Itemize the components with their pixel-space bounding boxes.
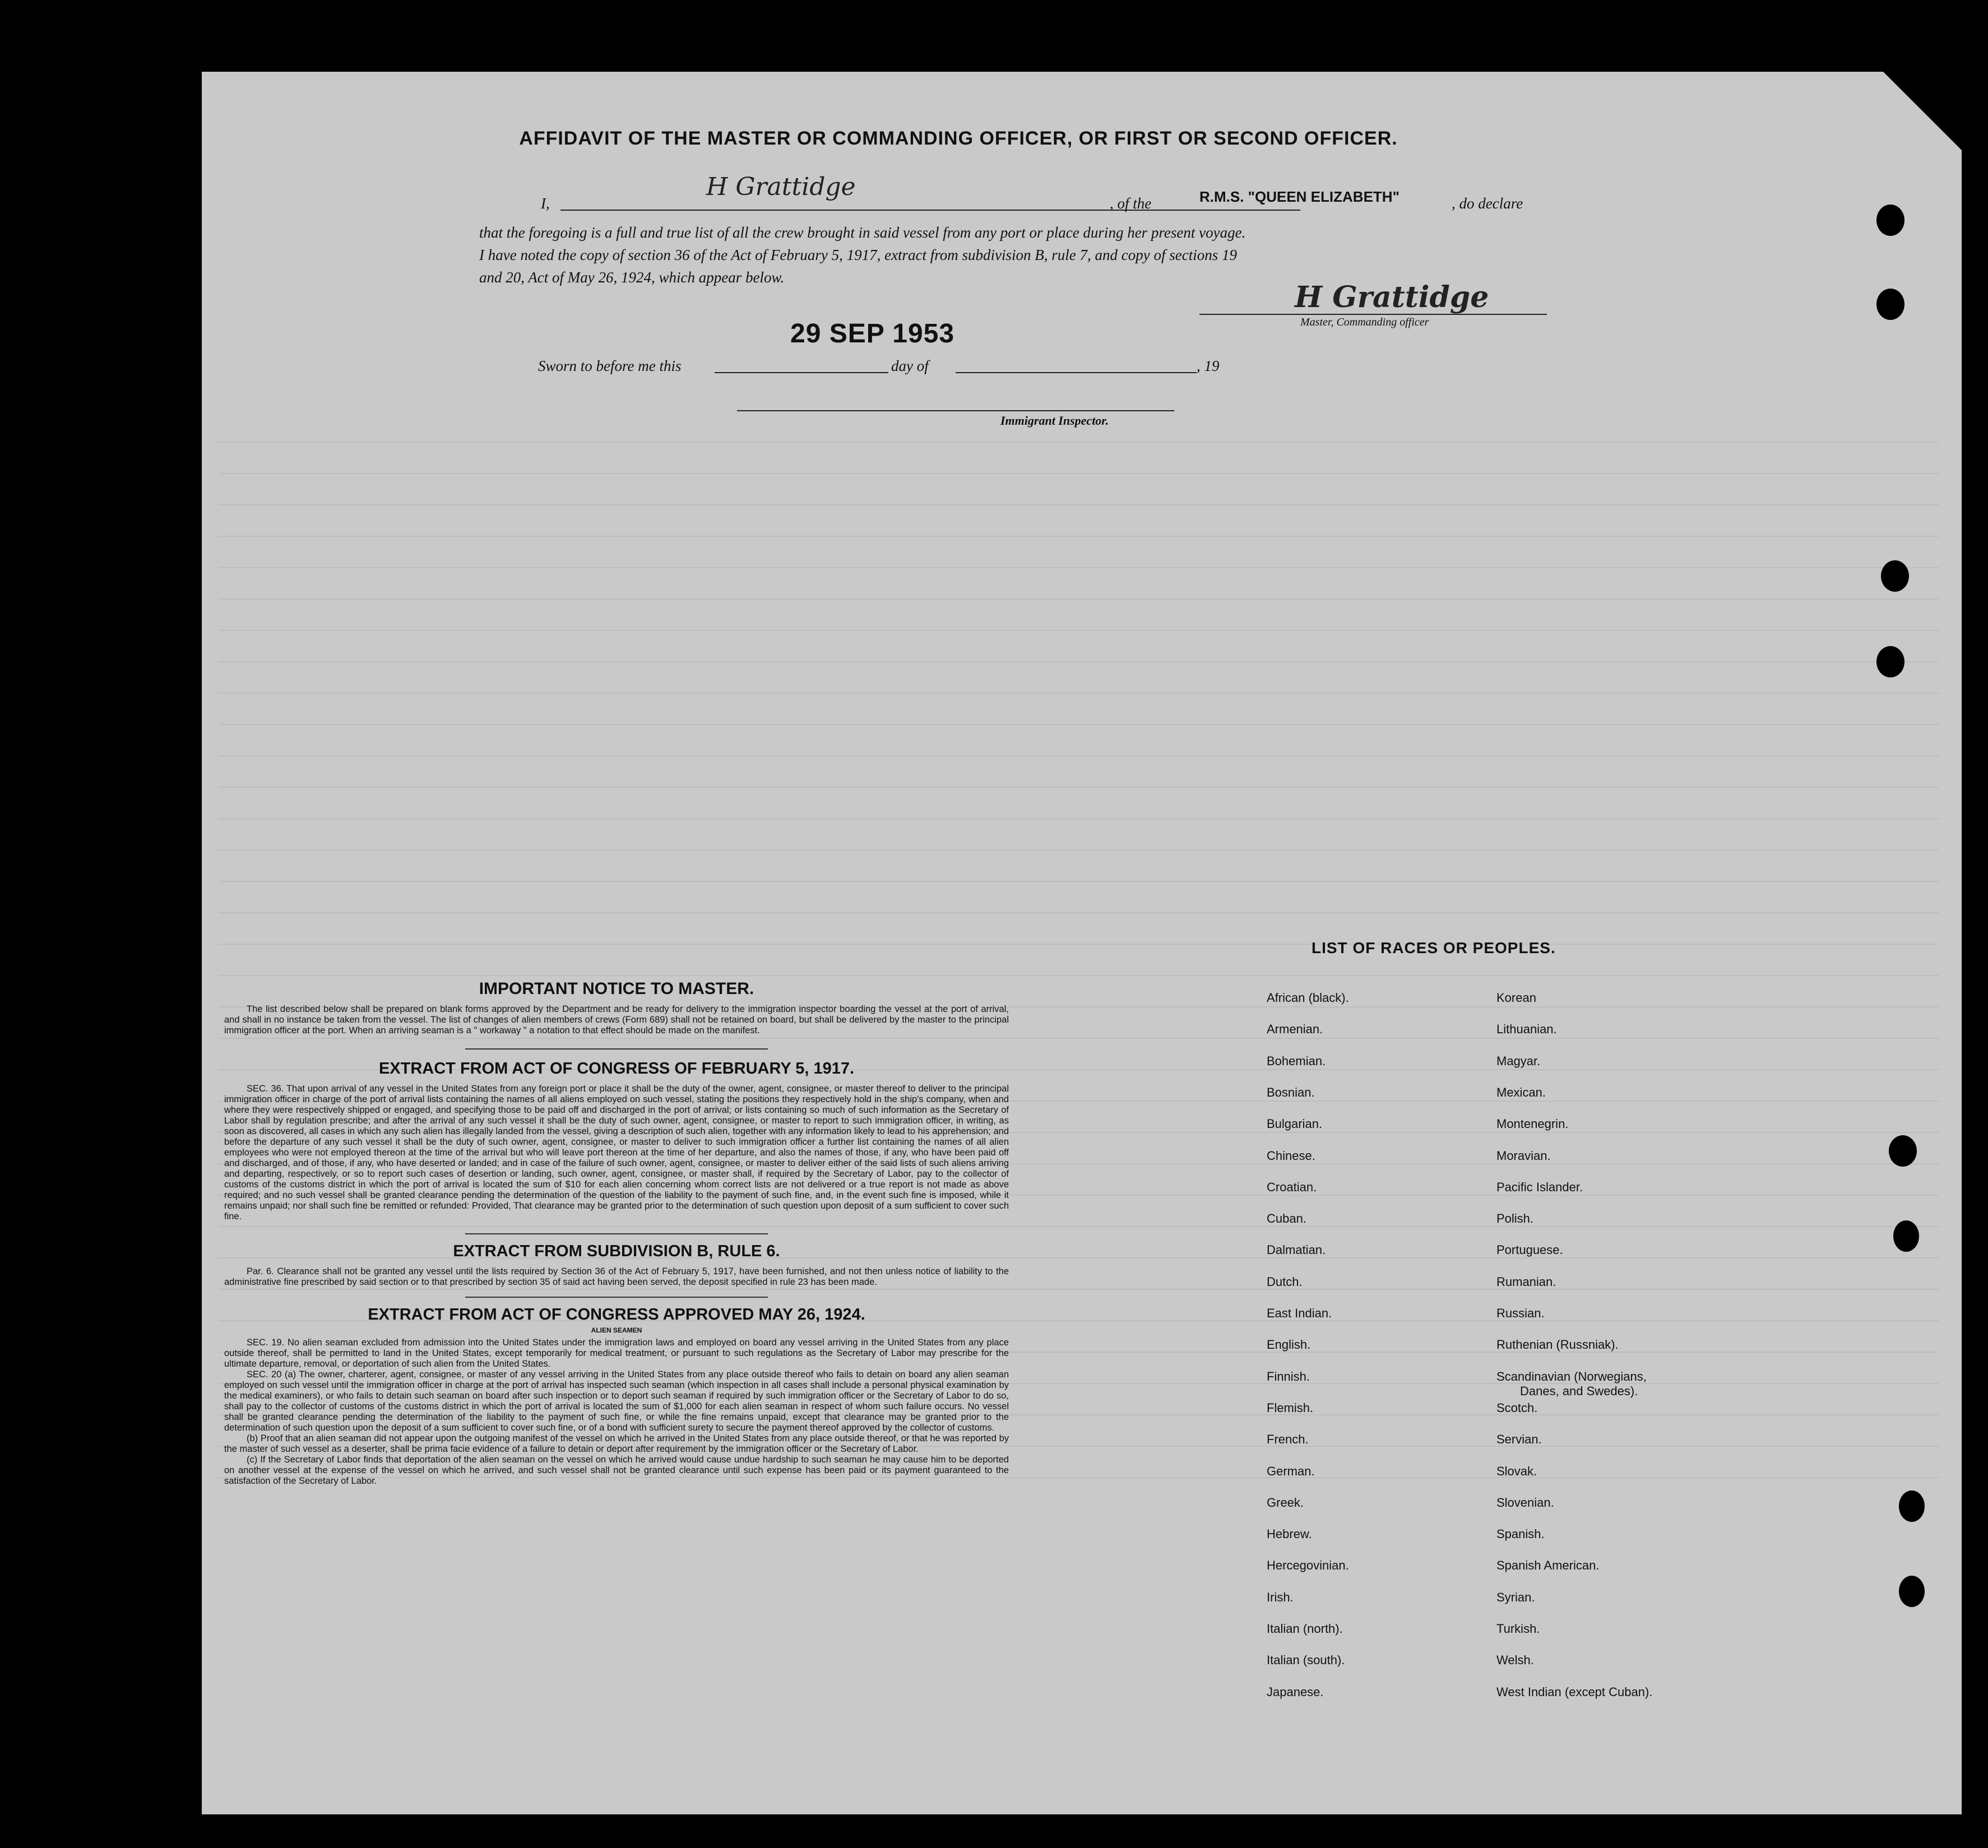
date-stamp: 29 SEP 1953	[790, 319, 955, 349]
divider	[465, 1297, 768, 1298]
race-item: Greek.	[1267, 1495, 1304, 1510]
race-item: Welsh.	[1496, 1653, 1534, 1668]
notice-section	[224, 979, 1009, 1487]
bleed-through-background	[202, 72, 1962, 1814]
name-signature: H Grattidge	[706, 173, 856, 201]
race-item: German.	[1267, 1464, 1315, 1478]
punch-hole	[1899, 1491, 1925, 1522]
race-item: Italian (south).	[1267, 1653, 1345, 1668]
notice-body: The list described below shall be prepared on blank forms approved by the Department and be ready for delivery to the immigration inspector boarding the vessel at the port of arrival, and shall in no instance be taken from the vessel. The list of changes of alien members of crews (Form 689) shall not be retained on board, but shall be delivered by the master to the principal immigration officer at the port. When an arriving seaman is a " workaway " a notation to that effect should be made on the manifest.	[224, 1004, 1009, 1036]
races-title: LIST OF RACES OR PEOPLES.	[1312, 939, 1556, 956]
race-item: West Indian (except Cuban).	[1496, 1684, 1653, 1699]
affidavit-line-3: I have noted the copy of section 36 of the Act of February 5, 1917, extract from subdivision B, rule 7, and copy of sections 19	[479, 247, 1237, 263]
name-line	[560, 210, 1300, 211]
sworn-month-line	[956, 372, 1197, 373]
race-item: Servian.	[1496, 1432, 1542, 1447]
race-item: Slovak.	[1496, 1464, 1537, 1478]
extract2-title: EXTRACT FROM SUBDIVISION B, RULE 6.	[453, 1242, 780, 1260]
race-item: Mexican.	[1496, 1085, 1546, 1099]
sworn-day-line	[715, 372, 888, 373]
race-item: Slovenian.	[1496, 1495, 1554, 1510]
race-item: Hercegovinian.	[1267, 1558, 1349, 1573]
document-page	[202, 72, 1962, 1814]
extract3-subtitle: ALIEN SEAMEN	[591, 1326, 642, 1334]
race-item: Spanish American.	[1496, 1558, 1600, 1573]
race-item: East Indian.	[1267, 1306, 1332, 1320]
race-item: Pacific Islander.	[1496, 1180, 1583, 1194]
affidavit-title: AFFIDAVIT OF THE MASTER OR COMMANDING OFFICER, OR FIRST OR SECOND OFFICER.	[519, 128, 1398, 149]
race-item: Polish.	[1496, 1211, 1534, 1226]
race-item: Ruthenian (Russniak).	[1496, 1338, 1619, 1352]
punch-hole	[1876, 289, 1904, 320]
race-item: Russian.	[1496, 1306, 1545, 1320]
race-item: Hebrew.	[1267, 1527, 1312, 1541]
extract3-sec19: SEC. 19. No alien seaman excluded from admission into the United States under the immigration laws and employed on board any vessel arriving in the United States from any place outside thereof, shall be permitted to land in the United States, except temporarily for medical treatment, or pursuant to such regulations as the Secretary of Labor may prescribe for the ultimate departure, removal, or deportation of such alien from the United States.	[224, 1338, 1009, 1369]
race-item: Spanish.	[1496, 1527, 1545, 1541]
race-item: Irish.	[1267, 1590, 1294, 1604]
vessel-stamp: R.M.S. "QUEEN ELIZABETH"	[1199, 188, 1400, 205]
race-item: Finnish.	[1267, 1369, 1310, 1383]
race-item: Bosnian.	[1267, 1085, 1315, 1099]
race-item: Flemish.	[1267, 1400, 1314, 1415]
master-signature-line	[1199, 314, 1547, 315]
race-item: Armenian.	[1267, 1022, 1323, 1037]
extract3-sec20a: SEC. 20 (a) The owner, charterer, agent, consignee, or master of any vessel arriving in the United States from any place outside thereof who fails to detain on board any alien seaman employed on such vessel until the immigration officer in charge at the port of arrival has inspected such seaman (which inspection in all cases shall include a personal physical examination by the medical examiners), or who fails to detain such seaman on board after such inspection or to deport such seaman if required by such immigration officer or the Secretary of Labor to do so, shall pay to the collector of customs of the customs district in which the port of arrival is located the sum of $1,000 for each alien seaman in respect of whom such failure occurs. No vessel shall be granted clearance pending the determination of the liability to the payment of such fine, or while the fine remains unpaid, except that clearance may be granted prior to the determination of such question upon the deposit of a sum sufficient to cover such fine, or of a bond with sufficient surety to secure the payment thereof approved by the collector of customs.	[224, 1369, 1009, 1433]
race-item: Bohemian.	[1267, 1053, 1326, 1068]
extract1-title: EXTRACT FROM ACT OF CONGRESS OF FEBRUARY 5, 1917.	[378, 1060, 855, 1078]
race-item: Italian (north).	[1267, 1622, 1343, 1636]
of-the-text: , of the	[1110, 195, 1152, 212]
extract3-b: (b) Proof that an alien seaman did not appear upon the outgoing manifest of the vessel on which he arrived in the United States from any place outside thereof, or that he was reported by the master of such vessel as a deserter, shall be prima facie evidence of a failure to detain or deport after requirement by the immigration officer or the Secretary of Labor.	[224, 1433, 1009, 1454]
race-item: African (black).	[1267, 991, 1349, 1005]
extract3-c: (c) If the Secretary of Labor finds that deportation of the alien seaman on the vessel on which he arrived would cause undue hardship to such seaman he may cause him to be deported on another vessel at the expense of the vessel on which he arrived, and such vessel shall not be granted clearance until such expense has been paid or its payment guaranteed to the satisfaction of the Secretary of Labor.	[224, 1455, 1009, 1486]
race-item: Rumanian.	[1496, 1274, 1556, 1289]
inspector-caption: Immigrant Inspector.	[1000, 414, 1109, 428]
punch-hole	[1889, 1135, 1917, 1167]
punch-hole	[1876, 646, 1904, 677]
race-item: Montenegrin.	[1496, 1117, 1569, 1131]
affidavit-line-2: that the foregoing is a full and true list of all the crew brought in said vessel from any port or place during her present voyage.	[479, 224, 1246, 241]
extract2-body: Par. 6. Clearance shall not be granted any vessel until the lists required by Section 36 of the Act of February 5, 1917, have been furnished, and not then unless notice of liability to the administrative fine prescribed by said section or to that prescribed by section 35 of said act having been served, the deposit specified in rule 23 has been made.	[224, 1266, 1009, 1287]
master-caption: Master, Commanding officer	[1300, 316, 1429, 328]
affidavit-i: I,	[541, 195, 550, 212]
race-item: Chinese.	[1267, 1148, 1315, 1163]
punch-hole	[1876, 205, 1904, 236]
race-item: Bulgarian.	[1267, 1117, 1323, 1131]
race-item-continuation: Danes, and Swedes).	[1520, 1383, 1638, 1398]
race-item: Japanese.	[1267, 1684, 1324, 1699]
race-item: Portuguese.	[1496, 1243, 1563, 1257]
race-item: Scotch.	[1496, 1400, 1538, 1415]
race-item: Dutch.	[1267, 1274, 1303, 1289]
race-item: Cuban.	[1267, 1211, 1306, 1226]
race-item: English.	[1267, 1338, 1311, 1352]
affidavit-line-4: and 20, Act of May 26, 1924, which appear below.	[479, 269, 785, 286]
race-item: Turkish.	[1496, 1622, 1540, 1636]
extract3-title: EXTRACT FROM ACT OF CONGRESS APPROVED MAY 26, 1924.	[368, 1306, 865, 1324]
extract1-body: SEC. 36. That upon arrival of any vessel in the United States from any foreign port or place it shall be the duty of the owner, agent, consignee, or master thereof to deliver to the principal immigration officer in charge of the port of arrival lists containing the names of all aliens employed on such vessel, stating the positions they respectively hold in the ship's company, when and where they were respectively shipped or engaged, and specifying those to be paid off and discharged in the port of arrival; or lists containing so much of such information as the Secretary of Labor shall by regulation prescribe; and after the arrival of any such vessel it shall be the duty of such owner, agent, consignee, or master to report to such immigration officer, in writing, as soon as discovered, all cases in which any such alien has illegally landed from the vessel, giving a description of such alien, together with any information likely to lead to his apprehension; and before the departure of any such vessel it shall be the duty of such owner, agent, consignee, or master to deliver to such immigration officer a further list containing the names of all alien employees who were not employed thereon at the time of the arrival but who will leave port thereon at the time of her departure, and also the names of those, if any, who have been paid off and discharged, and of those, if any, who have deserted or landed; and in case of the failure of such owner, agent, consignee, or master to deliver either of the said lists of such aliens arriving and departing, respectively, or so to report such cases of desertion or landing, such owner, agent, consignee, or master shall, if required by the Secretary of Labor, pay to the collector of customs of the customs district in which the port of arrival is located the sum of $10 for each alien concerning whom correct lists are not delivered or a true report is not made as above required; and no such vessel shall be granted clearance pending the determination of the question of the liability to the payment of such fine, and, in the event such fine is imposed, while it remains unpaid; nor shall such fine be remitted or refunded: Provided, That clearance may be granted prior to the determination of such question upon deposit of a sum sufficient to cover such fine.	[224, 1084, 1009, 1222]
notice-title: IMPORTANT NOTICE TO MASTER.	[479, 979, 754, 998]
race-item: Syrian.	[1496, 1590, 1535, 1604]
inspector-signature-line	[737, 410, 1174, 411]
sworn-day-text: day of	[891, 357, 929, 374]
sworn-prefix: Sworn to before me this	[538, 357, 682, 374]
race-item: Scandinavian (Norwegians,	[1496, 1369, 1647, 1383]
sworn-year-text: , 19	[1197, 357, 1220, 374]
divider	[465, 1048, 768, 1050]
race-item: Korean	[1496, 991, 1536, 1005]
race-item: Moravian.	[1496, 1148, 1551, 1163]
master-signature: H Grattidge	[1295, 280, 1489, 314]
do-declare-text: , do declare	[1452, 195, 1523, 212]
punch-hole	[1899, 1576, 1925, 1607]
race-item: Croatian.	[1267, 1180, 1317, 1194]
punch-hole	[1881, 560, 1909, 592]
race-item: French.	[1267, 1432, 1309, 1447]
race-item: Dalmatian.	[1267, 1243, 1326, 1257]
divider	[465, 1233, 768, 1234]
race-item: Magyar.	[1496, 1053, 1541, 1068]
punch-hole	[1893, 1220, 1919, 1252]
race-item: Lithuanian.	[1496, 1022, 1557, 1037]
